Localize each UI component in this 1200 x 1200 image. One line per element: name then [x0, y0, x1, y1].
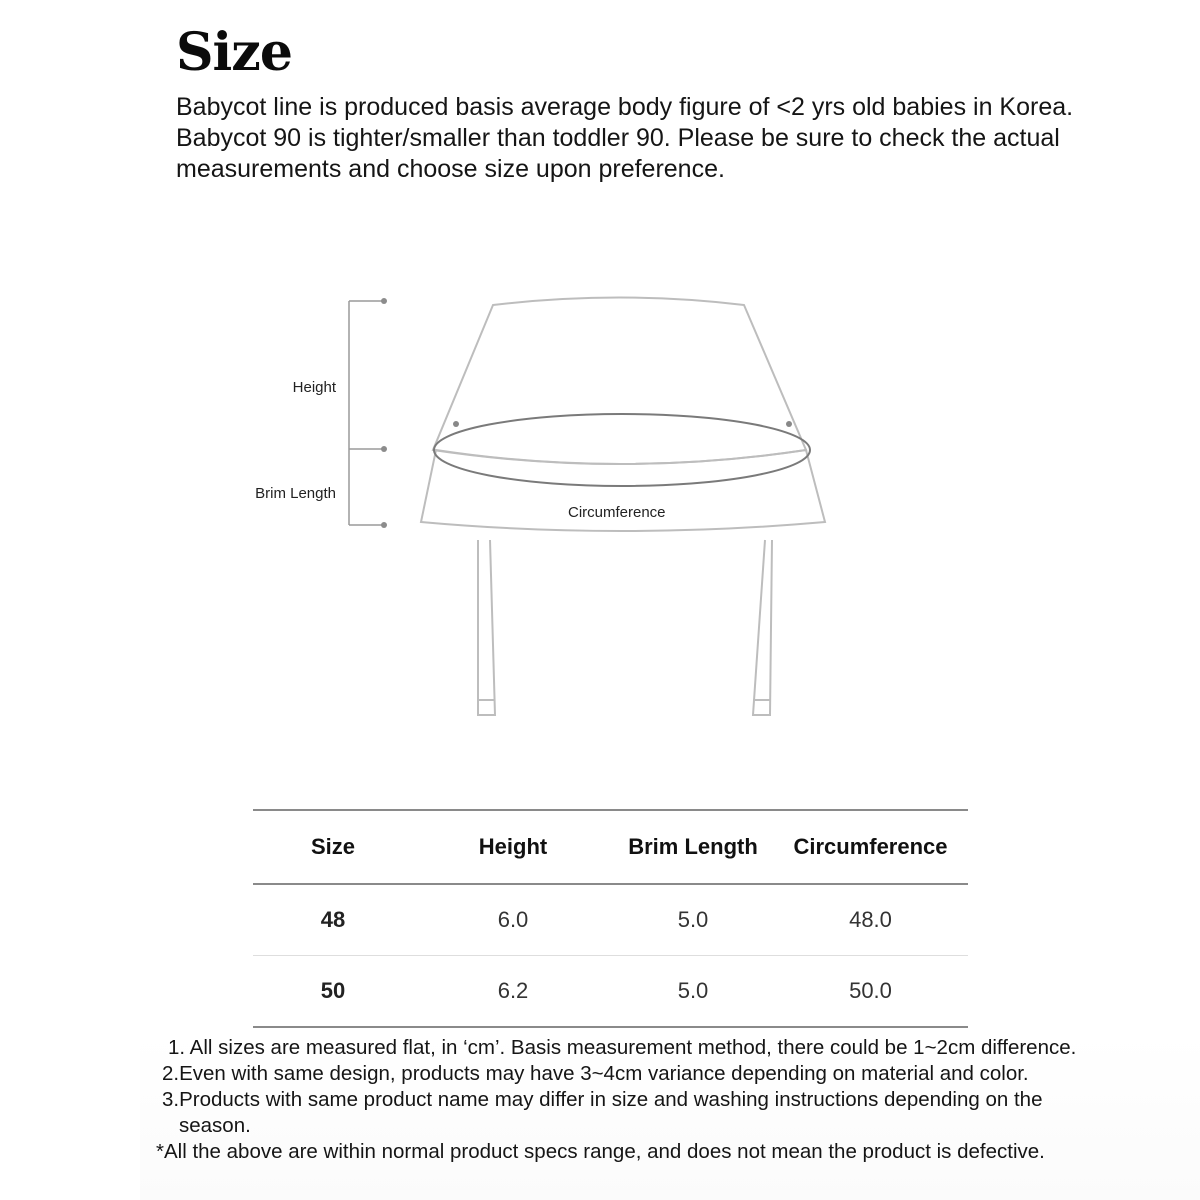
page-title: Size: [176, 22, 292, 83]
cell-circumference: 48.0: [849, 907, 892, 932]
header-height: Height: [478, 834, 548, 859]
header-brim-length: Brim Length: [628, 834, 758, 859]
size-table: [253, 809, 968, 1028]
header-circumference: Circumference: [793, 834, 948, 859]
cell-brim-length: 5.0: [677, 907, 709, 932]
hat-left-strap: [478, 540, 495, 715]
cell-height: 6.2: [497, 978, 529, 1003]
note-item: 1. All sizes are measured flat, in ‘cm’. Basis measurement method, there could be 1~2cm difference.: [168, 1036, 1077, 1059]
circumference-line: [434, 414, 810, 486]
table-row: [253, 956, 968, 1028]
notes-section: [140, 1034, 1200, 1200]
note-item: 2.Even with same design, products may have 3~4cm variance depending on material and color.: [162, 1062, 1029, 1085]
cell-size: 50: [320, 978, 346, 1003]
table-row: [253, 884, 968, 956]
height-label: Height: [292, 379, 336, 396]
disclaimer-text: *All the above are within normal product specs range, and does not mean the product is defective.: [156, 1140, 1045, 1163]
note-item: 3.Products with same product name may differ in size and washing instructions depending on the: [162, 1088, 1043, 1111]
note-item: season.: [179, 1114, 251, 1137]
cell-circumference: 50.0: [849, 978, 892, 1003]
cell-height: 6.0: [497, 907, 529, 932]
hat-crown-outline: [433, 298, 806, 465]
hat-right-strap: [753, 540, 772, 715]
brim-length-label: Brim Length: [255, 485, 336, 502]
intro-text: Babycot line is produced basis average body figure of <2 yrs old babies in Korea. Babycot 90 is tighter/smaller than toddler 90. Please be sure to check the actual measurements and choose size upon preference.: [176, 93, 1074, 183]
cell-brim-length: 5.0: [677, 978, 709, 1003]
table-header-row: [253, 810, 968, 884]
cell-size: 48: [320, 907, 346, 932]
circumference-label: Circumference: [568, 504, 666, 521]
header-size: Size: [310, 834, 356, 859]
